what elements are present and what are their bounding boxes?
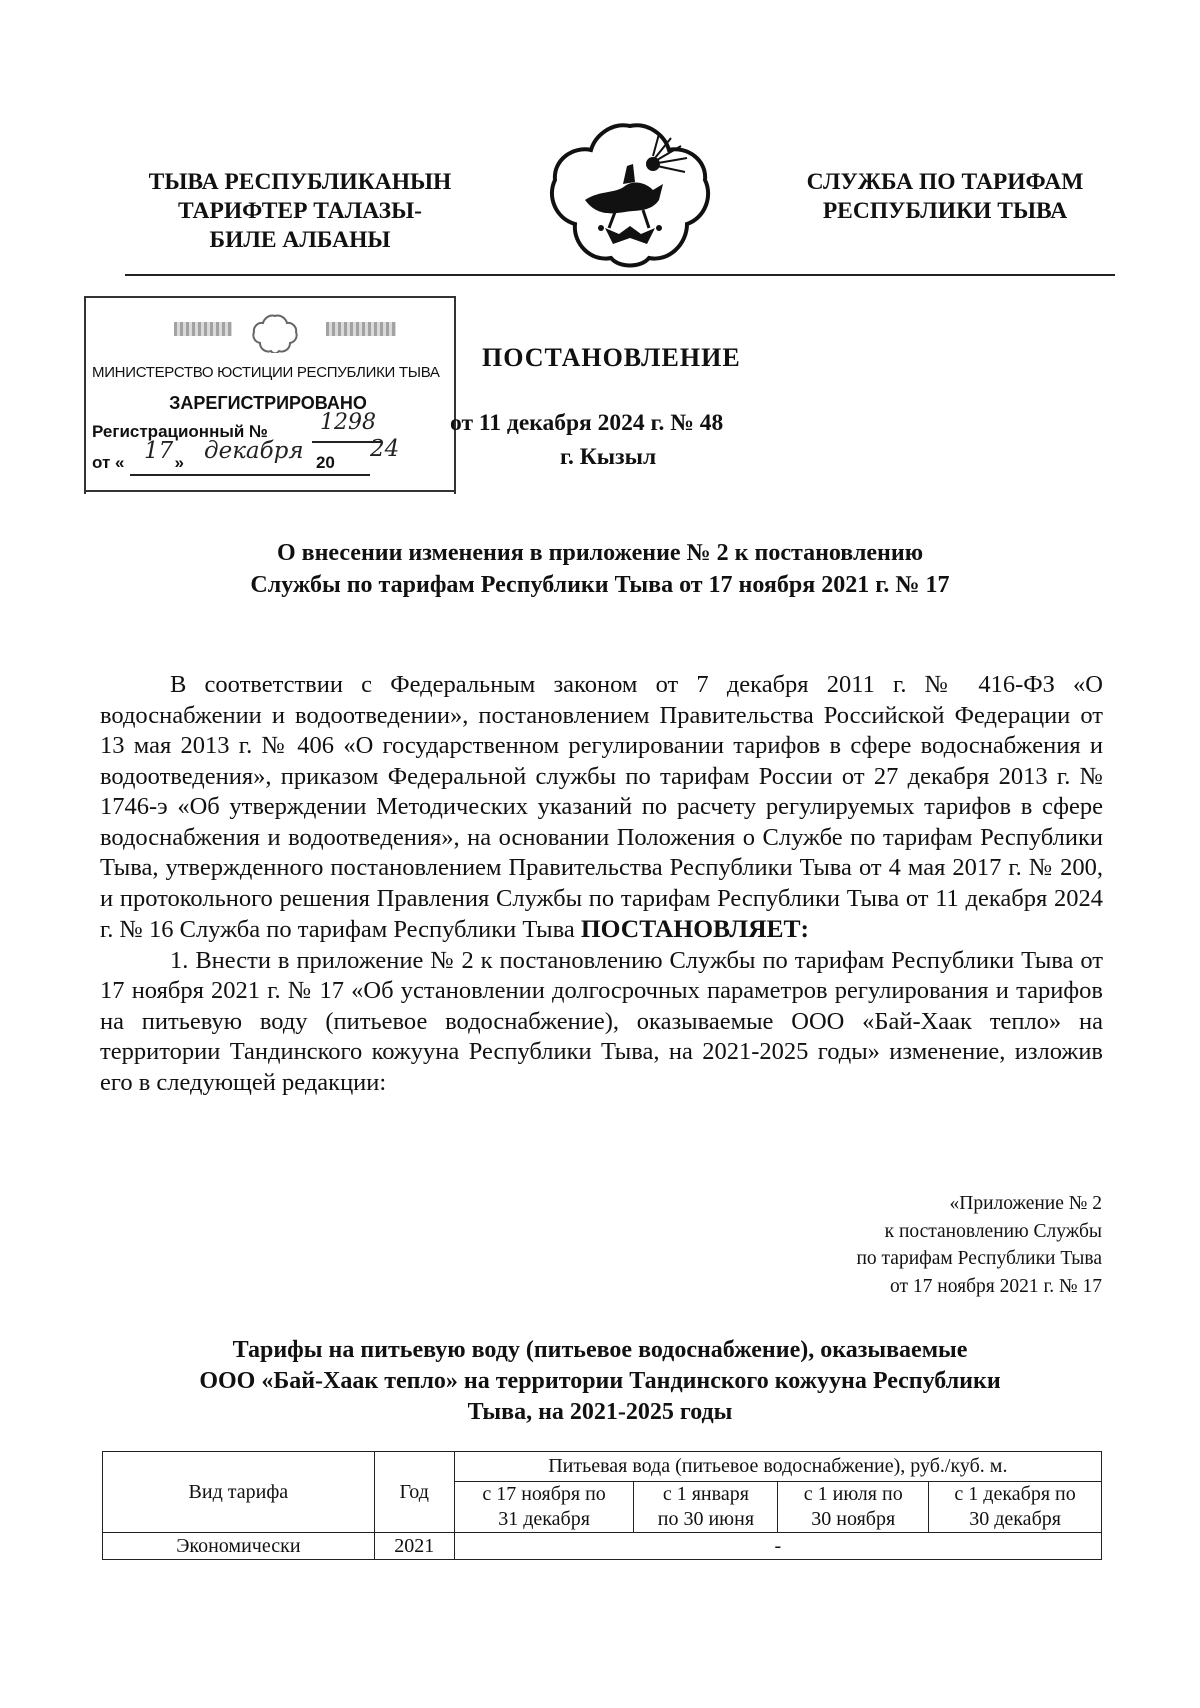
appendix-reference <box>760 1190 1102 1300</box>
stamp-reg-label: Регистрационный № <box>92 422 268 441</box>
stamp-date-year: 24 <box>370 436 400 462</box>
header-year: Год <box>374 1452 454 1533</box>
preamble-paragraph <box>100 670 1103 946</box>
header-tariff-type: Вид тарифа <box>103 1452 375 1533</box>
stamp-date-prefix: от « <box>92 453 125 472</box>
stamp-smudge <box>326 322 396 336</box>
stamp-smudge <box>174 322 232 336</box>
subject-line: Службы по тарифам Республики Тыва от 17 ноября 2021 г. № 17 <box>250 572 950 598</box>
document-city: г. Кызыл <box>560 444 657 470</box>
row-tariff-type: Экономически <box>103 1533 375 1560</box>
stamp-date-month: декабря <box>204 438 304 464</box>
stamp-registered: ЗАРЕГИСТРИРОВАНО <box>169 393 367 413</box>
stamp-bottom-border <box>84 490 454 492</box>
registration-stamp <box>84 296 456 494</box>
header-right-line: СЛУЖБА ПО ТАРИФАМ <box>806 169 1084 195</box>
document-subject <box>100 537 1100 601</box>
decree-keyword: ПОСТАНОВЛЯЕТ: <box>580 914 809 943</box>
preamble-text: В соответствии с Федеральным законом от 7 декабря 2011 г. № 416-ФЗ «О водоснабжении и водоотведении», постановлением Правительства Российской Федерации от 13 мая 2013 г. № 406 «О государственном регулировании тарифов в сфере водоснабжения и водоотведения», приказом Федеральной службы по тарифам России от 27 декабря 2013 г. № 1746-э «Об утверждении Методических указаний по расчету регулируемых тарифов в сфере водоснабжения и водоотведения», на основании Положения о Службе по тарифам Республики Тыва, утвержденного постановлением Правительства Республики Тыва от 4 мая 2017 г. № 200, и протокольного решения Правления Службы по тарифам Республики Тыва от 11 декабря 2024 г. № 16 Служба по тарифам Республики Тыва <box>100 671 1103 943</box>
header-drinking-water: Питьевая вода (питьевое водоснабжение), руб./куб. м. <box>454 1452 1101 1482</box>
stamp-ministry: МИНИСТЕРСТВО ЮСТИЦИИ РЕСПУБЛИКИ ТЫВА <box>92 364 440 381</box>
table-title-line: Тарифы на питьевую воду (питьевое водоснабжение), оказываемые <box>232 1337 968 1363</box>
header-tuvan-name <box>100 168 500 255</box>
table-title <box>100 1335 1100 1428</box>
header-left-line: ТАРИФТЕР ТАЛАЗЫ- <box>178 198 422 224</box>
table-title-line: ООО «Бай-Хаак тепло» на территории Тандинского кожууна Республики <box>199 1368 1001 1394</box>
period-cell: с 1 января по 30 июня <box>634 1482 778 1533</box>
subject-line: О внесении изменения в приложение № 2 к постановлению <box>276 540 924 566</box>
stamp-reg-number: 1298 <box>320 410 376 435</box>
header-russian-name <box>780 168 1110 226</box>
table-title-line: Тыва, на 2021-2025 годы <box>467 1399 733 1425</box>
header-right-line: РЕСПУБЛИКИ ТЫВА <box>822 198 1068 224</box>
stamp-date-day: 17 <box>144 438 174 464</box>
stamp-underline <box>130 474 370 476</box>
tariff-table <box>102 1451 1102 1560</box>
appendix-line: по тарифам Республики Тыва <box>856 1248 1102 1269</box>
appendix-line: от 17 ноября 2021 г. № 17 <box>890 1275 1102 1297</box>
stamp-date-year-prefix: 20 <box>315 453 335 472</box>
header-left-line: БИЛЕ АЛБАНЫ <box>209 227 391 253</box>
header-divider <box>125 274 1115 276</box>
stamp-date-mid: » <box>174 453 184 472</box>
header-left-line: ТЫВА РЕСПУБЛИКАНЫН <box>148 169 452 195</box>
row-year: 2021 <box>374 1533 454 1560</box>
appendix-line: к постановлению Службы <box>884 1220 1102 1242</box>
tuva-coat-of-arms-icon <box>545 120 715 268</box>
document-type: ПОСТАНОВЛЕНИЕ <box>482 343 741 372</box>
row-value: - <box>454 1533 1101 1560</box>
document-date-number: от 11 декабря 2024 г. № 48 <box>450 410 724 436</box>
table-row <box>103 1533 1102 1560</box>
period-cell: с 17 ноября по 31 декабря <box>454 1482 634 1533</box>
period-cell: с 1 декабря по 30 декабря <box>929 1482 1102 1533</box>
document-body <box>100 670 1103 1098</box>
clause-1-paragraph: 1. Внести в приложение № 2 к постановлению Службы по тарифам Республики Тыва от 17 ноября 2021 г. № 17 «Об установлении долгосрочных параметров регулирования и тарифов на питьевую воду (питьевое водоснабжение), оказываемые ООО «Бай-Хаак тепло» на территории Тандинского кожууна Республики Тыва, на 2021-2025 годы» изменение, изложив его в следующей редакции: <box>100 946 1103 1096</box>
period-cell: с 1 июля по 30 ноября <box>778 1482 929 1533</box>
appendix-line: «Приложение № 2 <box>949 1193 1102 1214</box>
table-header-row <box>103 1452 1102 1482</box>
stamp-emblem-icon <box>252 313 298 353</box>
